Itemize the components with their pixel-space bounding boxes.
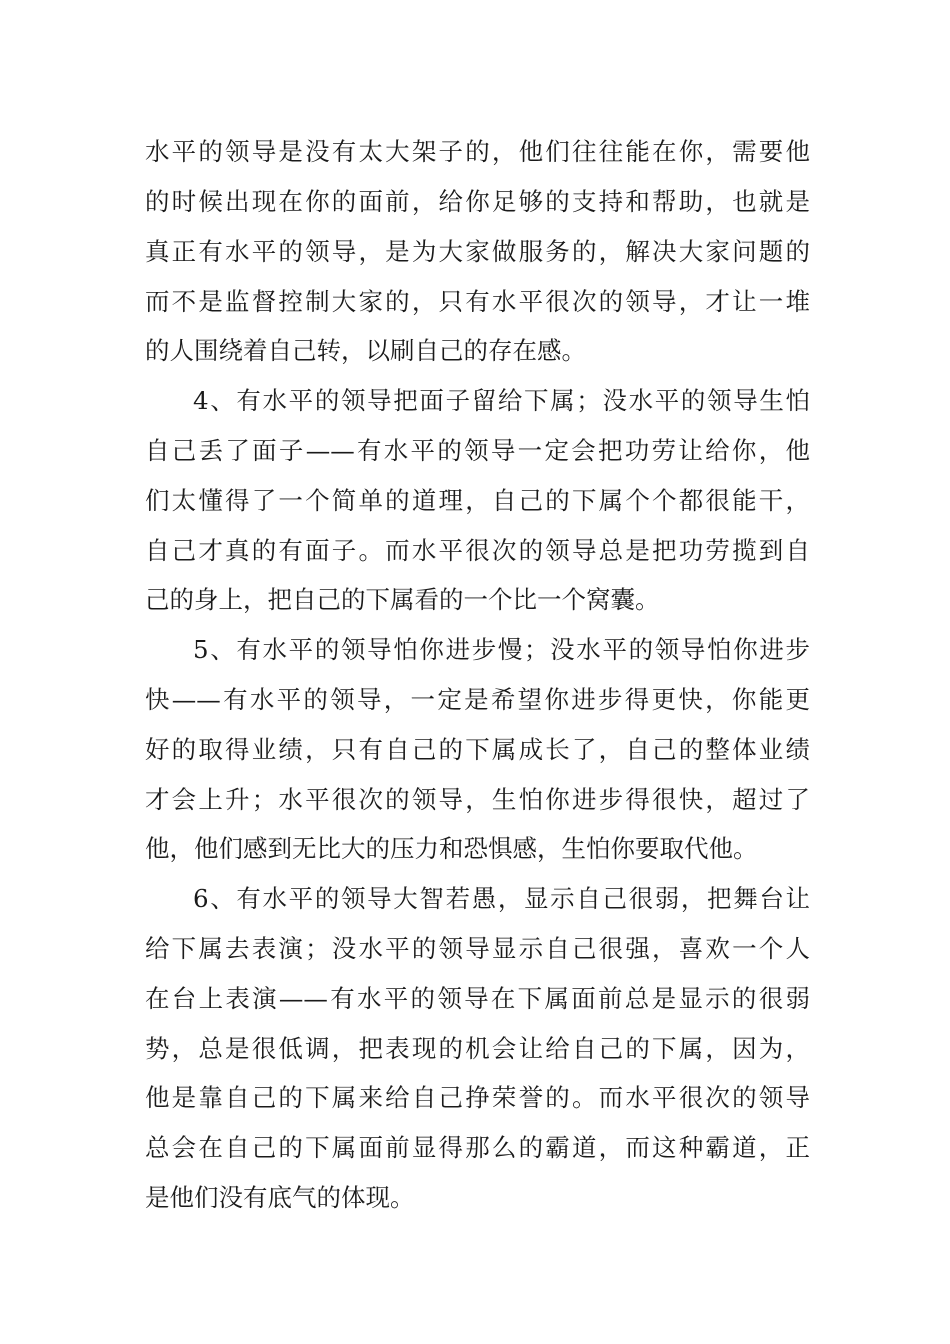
paragraph-line: 他是靠自己的下属来给自己挣荣誉的。而水平很次的领导: [145, 1083, 810, 1112]
paragraph-line: 好的取得业绩，只有自己的下属成长了，自己的整体业绩: [145, 735, 810, 764]
paragraph-line: 真正有水平的领导，是为大家做服务的，解决大家问题的: [145, 237, 810, 266]
paragraph-line: 是他们没有底气的体现。: [145, 1183, 415, 1212]
paragraph-line: 给下属去表演；没水平的领导显示自己很强，喜欢一个人: [145, 934, 810, 963]
paragraph-line: 快——有水平的领导，一定是希望你进步得更快，你能更: [145, 685, 810, 714]
paragraph-line: 势，总是很低调，把表现的机会让给自己的下属，因为，: [145, 1034, 810, 1063]
paragraph-line: 4、有水平的领导把面子留给下属；没水平的领导生怕: [193, 386, 810, 415]
paragraph-line: 的时候出现在你的面前，给你足够的支持和帮助，也就是: [145, 187, 810, 216]
paragraph-line: 总会在自己的下属面前显得那么的霸道，而这种霸道，正: [145, 1133, 810, 1162]
paragraph-line: 们太懂得了一个简单的道理，自己的下属个个都很能干，: [145, 486, 810, 515]
paragraph-line: 而不是监督控制大家的，只有水平很次的领导，才让一堆: [145, 287, 810, 316]
paragraph-line: 才会上升；水平很次的领导，生怕你进步得很快，超过了: [145, 785, 810, 814]
paragraph-line: 水平的领导是没有太大架子的，他们往往能在你，需要他: [145, 137, 810, 166]
paragraph-line: 的人围绕着自己转，以刷自己的存在感。: [145, 336, 586, 365]
paragraph-line: 自己才真的有面子。而水平很次的领导总是把功劳揽到自: [145, 536, 810, 565]
paragraph-line: 6、有水平的领导大智若愚，显示自己很弱，把舞台让: [193, 884, 810, 913]
paragraph-line: 他，他们感到无比大的压力和恐惧感，生怕你要取代他。: [145, 834, 758, 863]
paragraph-line: 在台上表演——有水平的领导在下属面前总是显示的很弱: [145, 984, 810, 1013]
paragraph-line: 5、有水平的领导怕你进步慢；没水平的领导怕你进步: [193, 635, 810, 664]
paragraph-line: 自己丢了面子——有水平的领导一定会把功劳让给你，他: [145, 436, 810, 465]
paragraph-line: 己的身上，把自己的下属看的一个比一个窝囊。: [145, 585, 660, 614]
